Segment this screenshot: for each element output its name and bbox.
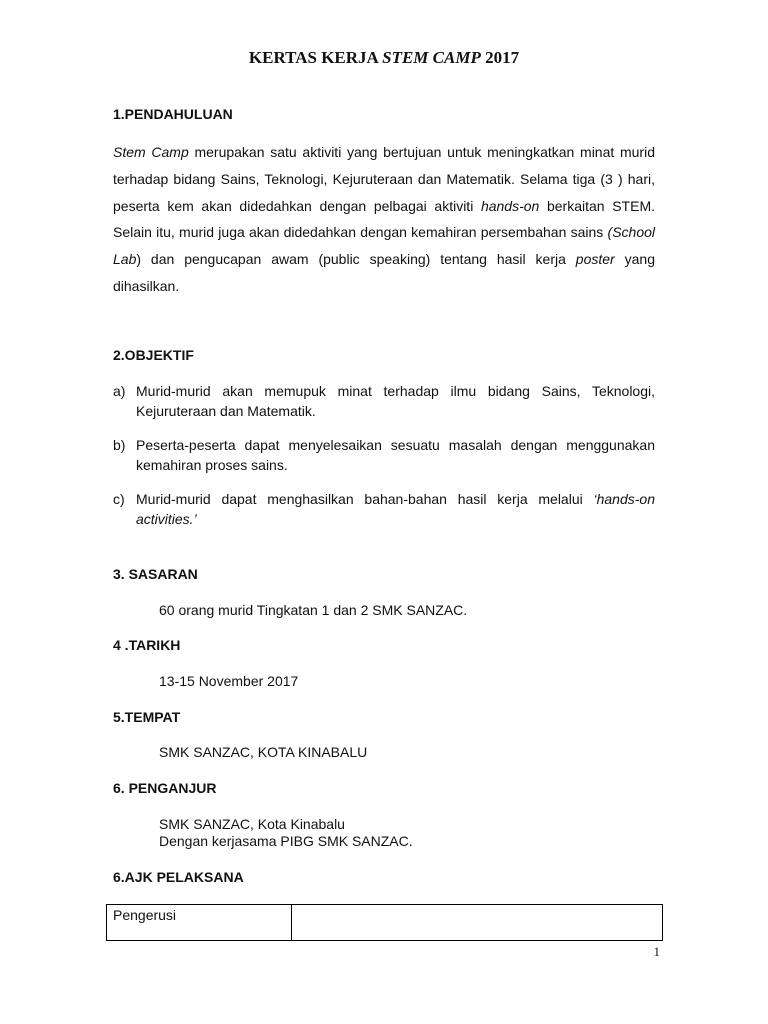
heading-tarikh: 4 .TARIKH (113, 637, 181, 653)
list-item: a) Murid-murid akan memupuk minat terhadap ilmu bidang Sains, Teknologi, Kejuruteraan dan Matematik. (113, 383, 655, 419)
heading-sasaran: 3. SASARAN (113, 566, 198, 582)
heading-pendahuluan: 1.PENDAHULUAN (113, 106, 233, 122)
penganjur-line-1: SMK SANZAC, Kota Kinabalu (159, 816, 345, 832)
penganjur-line-2: Dengan kerjasama PIBG SMK SANZAC. (159, 833, 413, 849)
heading-objektif: 2.OBJEKTIF (113, 347, 194, 363)
tarikh-text: 13-15 November 2017 (159, 673, 299, 689)
tempat-text: SMK SANZAC, KOTA KINABALU (159, 744, 368, 760)
heading-penganjur: 6. PENGANJUR (113, 780, 217, 796)
table-row (107, 905, 663, 941)
document-title: KERTAS KERJA STEM CAMP 2017 (248, 48, 520, 67)
page-number: 1 (653, 944, 660, 959)
list-item: b) Peserta-peserta dapat menyelesaikan sesuatu masalah dengan menggunakan kemahiran proses sains. (113, 437, 655, 473)
table-cell-name (292, 905, 663, 941)
heading-tempat: 5.TEMPAT (113, 709, 181, 725)
list-item: c) Murid-murid dapat menghasilkan bahan-bahan hasil kerja melalui ‘hands-on activities.’ (113, 491, 655, 527)
table-cell-role: Pengerusi (107, 905, 292, 941)
ajk-table (106, 904, 663, 941)
objective-list (113, 381, 655, 543)
sasaran-text: 60 orang murid Tingkatan 1 dan 2 SMK SANZAC. (159, 602, 468, 618)
heading-ajk-pelaksana: 6.AJK PELAKSANA (113, 869, 244, 885)
paragraph-pendahuluan: Stem Camp merupakan satu aktiviti yang bertujuan untuk meningkatkan minat murid terhadap bidang Sains, Teknologi, Kejuruteraan dan Matematik. Selama tiga (3 ) hari, peserta kem akan didedahkan dengan pelbagai aktiviti hands-on berkaitan STEM. Selain itu, murid juga akan didedahkan dengan kemahiran persembahan sains (School Lab) dan pengucapan awam (public speaking) tentang hasil kerja poster yang dihasilkan. (113, 144, 655, 294)
